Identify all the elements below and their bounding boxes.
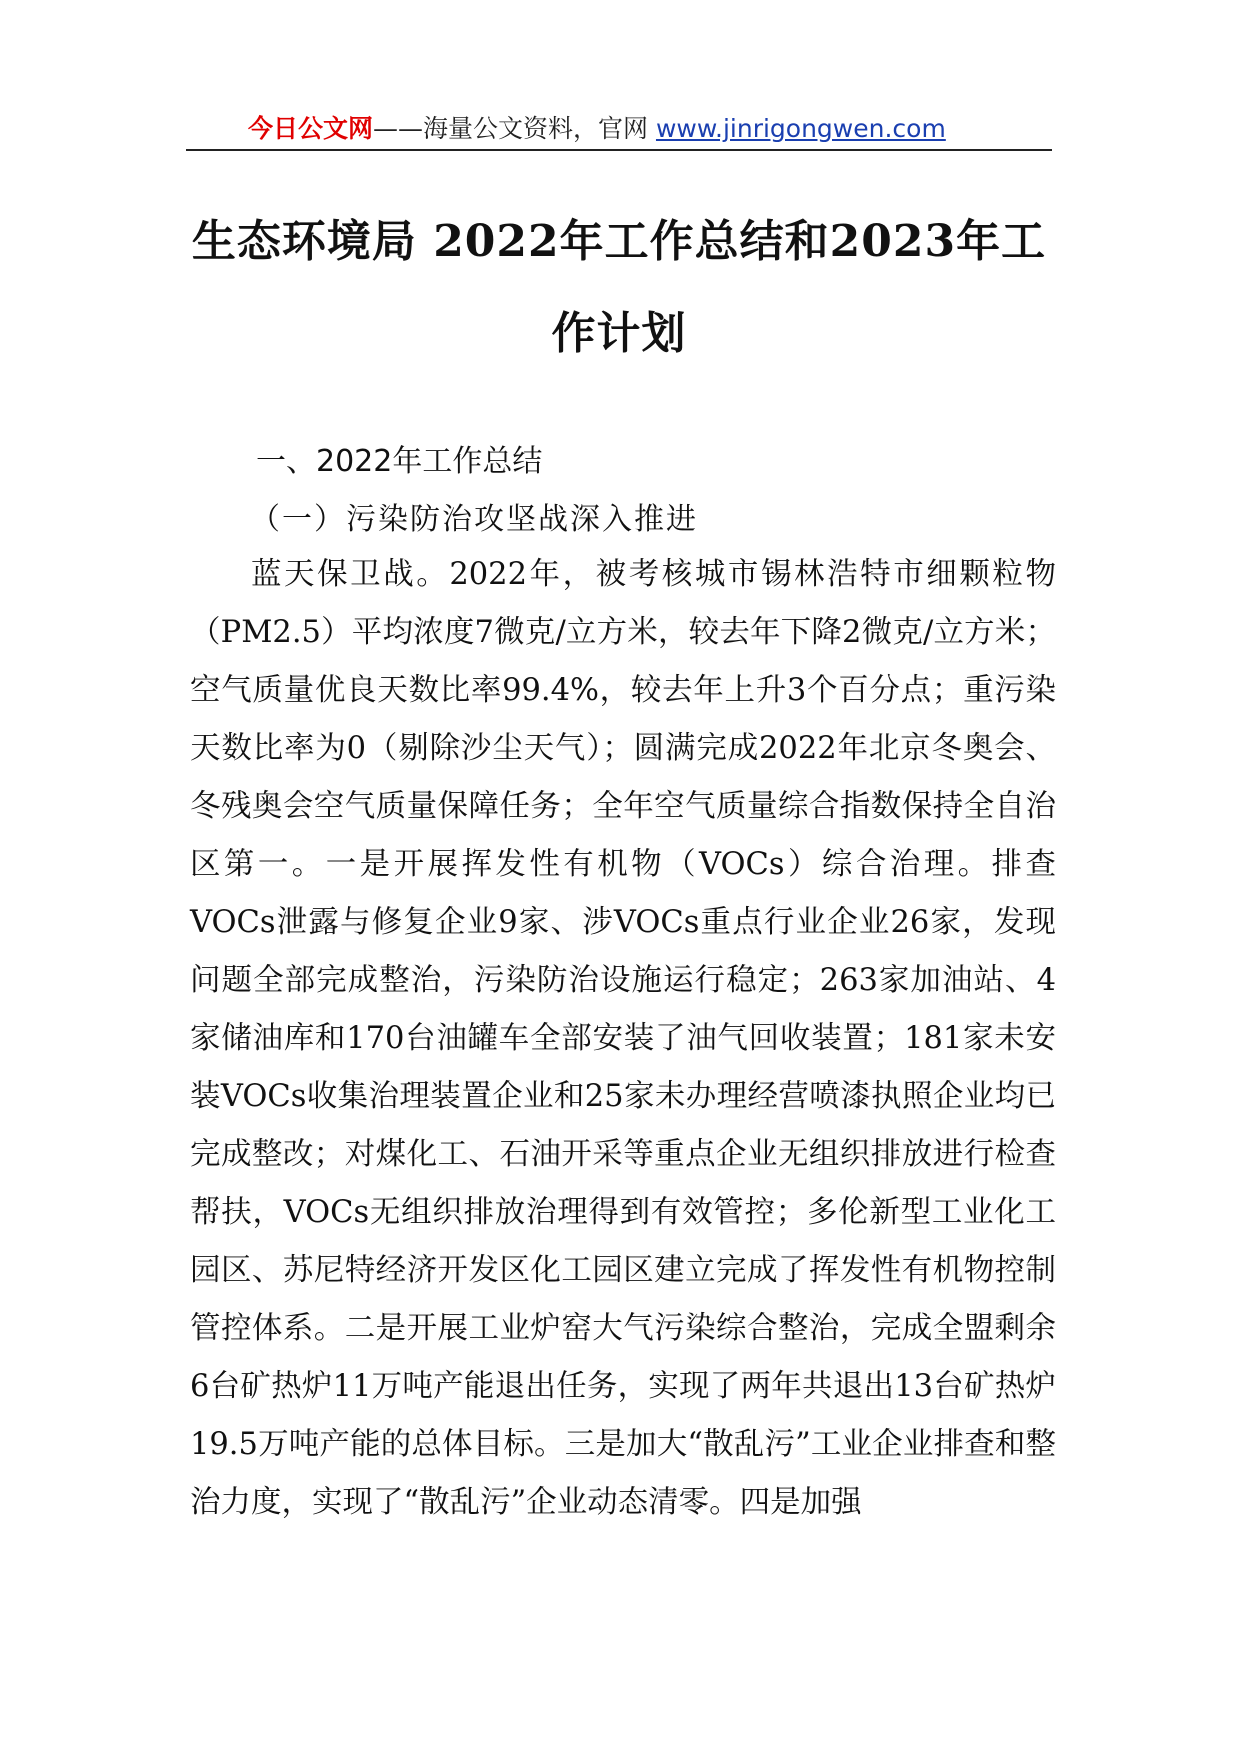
page-header <box>186 103 1052 151</box>
subsection-heading: （一）污染防治攻坚战深入推进 <box>250 502 698 537</box>
brand-name: 今日公文网 <box>248 114 374 143</box>
document-title: 生态环境局 2022年工作总结和2023年工作计划 <box>191 216 1047 359</box>
header-banner <box>248 109 946 145</box>
header-tagline: ——海量公文资料，官网 <box>373 114 656 143</box>
section-heading: 一、2022年工作总结 <box>256 444 543 479</box>
body-paragraph: 蓝天保卫战。2022年，被考核城市锡林浩特市细颗粒物（PM2.5）平均浓度7微克/立方米，较去年下降2微克/立方米；空气质量优良天数比率99.4%，较去年上升3个百分点；重污染天数比率为0（剔除沙尘天气）；圆满完成2022年北京冬奥会、冬残奥会空气质量保障任务；全年空气质量综合指数保持全自治区第一。一是开展挥发性有机物（VOCs）综合治理。排查VOCs泄露与修复企业9家、涉VOCs重点行业企业26家，发现问题全部完成整治，污染防治设施运行稳定；263家加油站、4家储油库和170台油罐车全部安装了油气回收装置；181家未安装VOCs收集治理装置企业和25家未办理经营喷漆执照企业均已完成整改；对煤化工、石油开采等重点企业无组织排放进行检查帮扶，VOCs无组织排放治理得到有效管控；多伦新型工业化工园区、苏尼特经济开发区化工园区建立完成了挥发性有机物控制管控体系。二是开展工业炉窑大气污染综合整治，完成全盟剩余6台矿热炉11万吨产能退出任务，实现了两年共退出13台矿热炉19.5万吨产能的总体目标。三是加大“散乱污”工业企业排查和整治力度，实现了“散乱污”企业动态清零。四是加强 <box>190 557 1056 1520</box>
website-link[interactable]: www.jinrigongwen.com <box>655 114 946 143</box>
